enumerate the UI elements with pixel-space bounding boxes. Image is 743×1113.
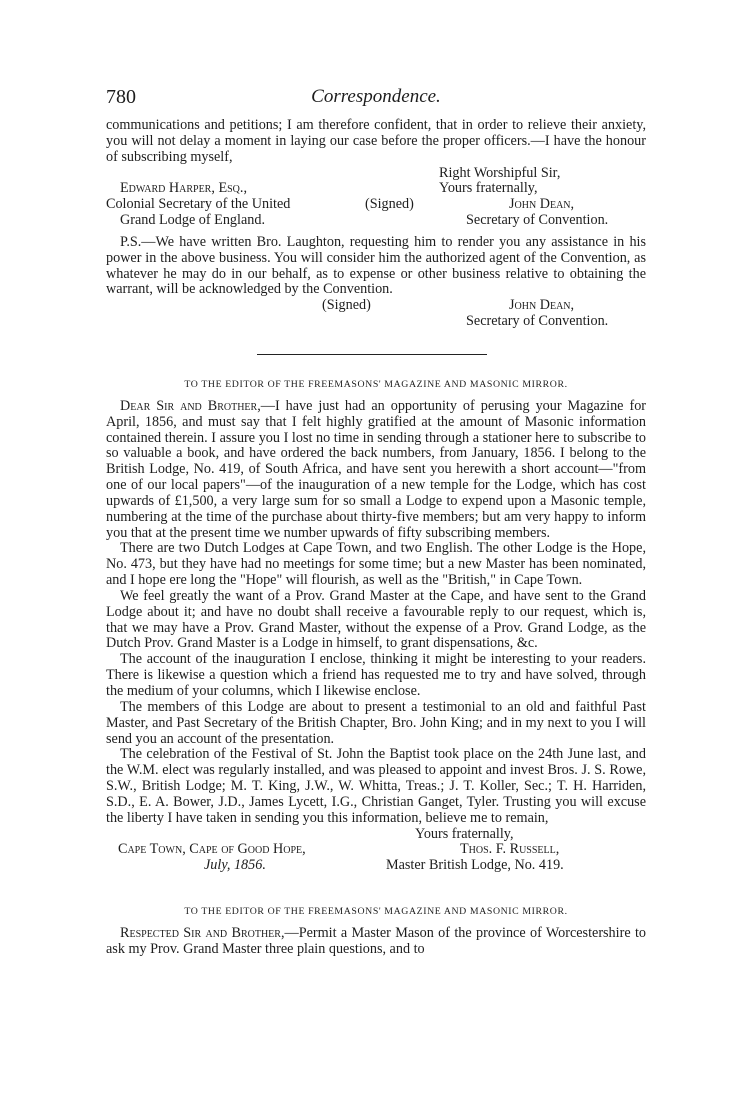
- page-number: 780: [106, 86, 136, 108]
- letter1-closing: Yours fraternally,: [439, 180, 538, 197]
- letter1-sig-row-1: [106, 181, 646, 197]
- letter1-sig-row-2: [106, 197, 646, 213]
- letter2-greeting: Dear Sir and Brother,: [120, 397, 261, 414]
- letter2-paragraph-2: There are two Dutch Lodges at Cape Town, and two English. The other Lodge is the Hope, No. 473, but they have had no meetings for some time; but a new Master has been nominated, and I hope ere long the "Hope" will flourish, as well as the "British," in Cape Town.: [106, 540, 646, 589]
- letter3-paragraph-1-text: —Permit a Master Mason of the province of Worcestershire to ask my Prov. Grand Master three plain questions, and to: [106, 924, 646, 957]
- section-divider: [257, 354, 487, 355]
- running-title: Correspondence.: [311, 86, 441, 107]
- letter2-paragraph-6: The celebration of the Festival of St. John the Baptist took place on the 24th June last, and the W.M. elect was regularly installed, and was pleased to appoint and invest Bros. J. S. Rowe, S.W., British Lodge; M. T. King, J.W., W. Whitta, Treas.; J. T. Koller, Sec.; T. H. Harriden, S.D., E. A. Bower, J.D., James Lycett, I.G., Christian Ganget, Tyler. Trusting you will excuse the liberty I have taken in sending you this information, believe me to remain,: [106, 746, 646, 826]
- letter1-ps-signed: (Signed): [322, 297, 371, 314]
- letter2-heading: TO THE EDITOR OF THE FREEMASONS' MAGAZINE AND MASONIC MIRROR.: [184, 378, 568, 390]
- letter2-sig-row-1: [106, 842, 646, 858]
- letter3-greeting: Respected Sir and Brother,: [120, 924, 285, 941]
- letter1-ps-signer-title: Secretary of Convention.: [466, 313, 609, 330]
- letter1-ps-signer-name: John Dean,: [509, 297, 575, 314]
- letter1-signer-title: Secretary of Convention.: [466, 212, 609, 229]
- letter2-paragraph-1: [106, 399, 646, 542]
- letter1-addressee-name: Edward Harper, Esq.,: [120, 180, 247, 197]
- letter2-paragraph-1-text: —I have just had an opportunity of perusing your Magazine for April, 1856, and must say that I felt highly gratified at the amount of Masonic information contained therein. I assure you I lost no time in sending through a stationer here to subscribe to so valuable a book, and have ordered the back numbers, from January, 1856. I belong to the British Lodge, No. 419, of South Africa, and have sent you herewith a short account—"from one of our local papers"—of the inauguration of a new temple for the Lodge, which has cost upwards of £1,500, a very large sum for so small a Lodge to expend upon a Masonic temple, numbering at the time of the purchase about thirty-five members; but am very happy to inform you that at the present time we number upwards of fifty subscribing members.: [106, 397, 647, 541]
- letter1-signed: (Signed): [365, 196, 414, 213]
- letter2-paragraph-4: The account of the inauguration I enclose, thinking it might be interesting to your readers. There is likewise a question which a friend has requested me to try and have solved, through the medium of your columns, which I likewise enclose.: [106, 651, 646, 699]
- letter2-closing-row: [106, 827, 646, 843]
- letter1-paragraph: communications and petitions; I am therefore confident, that in order to relieve their anxiety, you will not delay a moment in laying our case before the proper officers.—I have the honour of subscribing myself,: [106, 117, 646, 165]
- letter1-signer-name: John Dean,: [509, 196, 575, 213]
- letter2-place: Cape Town, Cape of Good Hope,: [118, 841, 306, 858]
- letter2-signer-title: Master British Lodge, No. 419.: [386, 857, 564, 874]
- page-body: [106, 118, 646, 958]
- letter2-signer-name: Thos. F. Russell,: [460, 841, 560, 858]
- letter1-salutation: Right Worshipful Sir,: [439, 164, 561, 181]
- letter2-date: July, 1856.: [204, 857, 266, 874]
- letter3-heading: TO THE EDITOR OF THE FREEMASONS' MAGAZINE AND MASONIC MIRROR.: [184, 906, 568, 918]
- letter1-postscript: P.S.—We have written Bro. Laughton, requesting him to render you any assistance in his power in the above business. You will consider him the authorized agent of the Convention, as whatever he may do in our behalf, as to expense or other business relative to obtaining the warrant, will be acknowledged by the Convention.: [106, 233, 646, 298]
- letter2-closing: Yours fraternally,: [415, 825, 514, 842]
- page-header: [106, 86, 646, 110]
- letter1-addressee-title: Colonial Secretary of the United: [106, 196, 291, 213]
- letter1-sig-row-3: [106, 213, 646, 229]
- letter2-paragraph-5: The members of this Lodge are about to present a testimonial to an old and faithful Past Master, and Past Secretary of the British Chapter, Bro. John King; and in my next to you I will send you an account of the presentation.: [106, 698, 646, 747]
- letter3-paragraph-1: [106, 926, 646, 958]
- letter2-sig-row-2: [106, 858, 646, 874]
- letter1-addressee-org: Grand Lodge of England.: [120, 212, 265, 229]
- letter1-salutation-row: [106, 166, 646, 182]
- letter1-ps-sig-row-1: [106, 298, 646, 314]
- letter1-ps-sig-row-2: [106, 314, 646, 330]
- letter2-paragraph-3: We feel greatly the want of a Prov. Grand Master at the Cape, and have sent to the Grand Lodge about it; and have no doubt shall receive a favourable reply to our request, which is, that we may have a Prov. Grand Master, without the expense of a Prov. Grand Lodge, as the Dutch Prov. Grand Master is a Lodge in himself, to grant dispensations, &c.: [106, 587, 646, 652]
